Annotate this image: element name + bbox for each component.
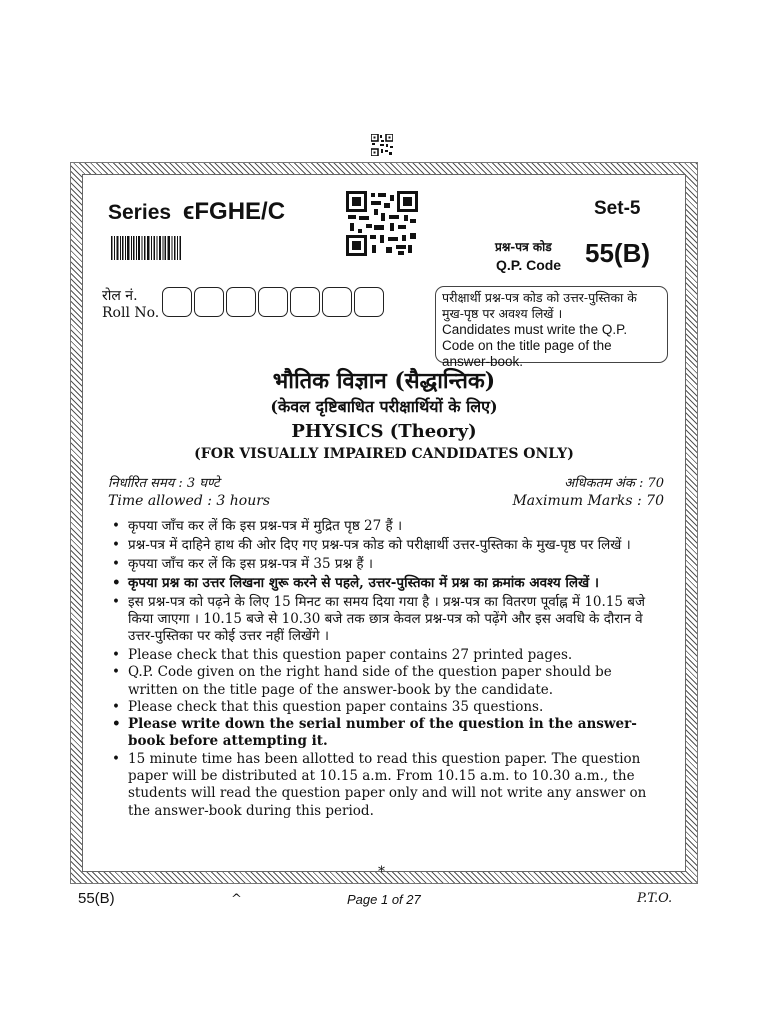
- time-allowed: Time allowed : 3 hours: [108, 493, 271, 509]
- subject-title-hindi: भौतिक विज्ञान (सैद्धान्तिक): [272, 368, 496, 394]
- instruction-item-hindi: • कृपया जाँच कर लें कि इस प्रश्न-पत्र में 35 प्रश्न हैं ।: [108, 556, 648, 573]
- roll-number-label-hindi: रोल नं.: [102, 288, 138, 304]
- roll-number-label: Roll No.: [102, 305, 160, 321]
- qp-code-label-hindi: प्रश्न-पत्र कोड: [495, 240, 552, 254]
- series-text: Series: [108, 201, 172, 224]
- roll-number-box[interactable]: [226, 287, 256, 317]
- star-mark: *: [378, 864, 385, 880]
- set-number: Set-5: [594, 198, 641, 219]
- roll-number-box[interactable]: [258, 287, 288, 317]
- qr-code: [346, 191, 418, 256]
- roll-number-box[interactable]: [290, 287, 320, 317]
- instruction-item: • Please check that this question paper contains 27 printed pages.: [108, 647, 648, 664]
- instructions-list: [108, 518, 648, 820]
- roll-number-box[interactable]: [162, 287, 192, 317]
- subject-title: PHYSICS (Theory): [291, 421, 477, 442]
- pto-label: P.T.O.: [637, 891, 673, 906]
- instruction-item-hindi: • कृपया प्रश्न का उत्तर लिखना शुरू करने से पहले, उत्तर-पुस्तिका में प्रश्न का क्रमांक अवश्य लिखें ।: [108, 575, 648, 592]
- subtitle: (FOR VISUALLY IMPAIRED CANDIDATES ONLY): [194, 446, 574, 462]
- series-code: ϵFGHE/C: [182, 198, 286, 225]
- note-english: Candidates must write the Q.P. Code on the title page of the answer-book.: [442, 322, 628, 369]
- footer-caret: ^: [231, 892, 242, 907]
- barcode: [111, 236, 181, 260]
- instruction-item-hindi: • कृपया जाँच कर लें कि इस प्रश्न-पत्र में मुद्रित पृष्ठ 27 हैं ।: [108, 518, 648, 535]
- qp-code-label: Q.P. Code: [496, 257, 562, 273]
- note-hindi: परीक्षार्थी प्रश्न-पत्र कोड को उत्तर-पुस्तिका के मुख-पृष्ठ पर अवश्य लिखें ।: [442, 290, 637, 321]
- series-label: [108, 198, 285, 226]
- instruction-item: • 15 minute time has been allotted to read this question paper. The question paper will be distributed at 10.15 a.m. From 10.15 a.m. to 10.30 a.m., the students will read the question paper only and will not write any answer on the answer-book during this period.: [108, 751, 648, 820]
- time-allowed-hindi: निर्धारित समय : 3 घण्टे: [108, 476, 220, 491]
- instruction-item: • Please check that this question paper contains 35 questions.: [108, 699, 648, 716]
- instruction-item-hindi: • प्रश्न-पत्र में दाहिने हाथ की ओर दिए गए प्रश्न-पत्र कोड को परीक्षार्थी उत्तर-पुस्तिका के मुख-पृष्ठ पर लिखें ।: [108, 537, 648, 554]
- roll-number-boxes[interactable]: [162, 287, 386, 317]
- instruction-item: • Q.P. Code given on the right hand side of the question paper should be written on the title page of the answer-book by the candidate.: [108, 664, 648, 699]
- maximum-marks-hindi: अधिकतम अंक : 70: [564, 476, 664, 491]
- roll-number-box[interactable]: [194, 287, 224, 317]
- subtitle-hindi: (केवल दृष्टिबाधित परीक्षार्थियों के लिए): [270, 397, 498, 416]
- small-qr-code: [371, 134, 393, 156]
- footer-qp-code: 55(B): [78, 890, 115, 907]
- roll-number-box[interactable]: [354, 287, 384, 317]
- page-number: Page 1 of 27: [347, 892, 421, 907]
- maximum-marks: Maximum Marks : 70: [512, 493, 664, 509]
- candidate-note-box: [435, 286, 668, 369]
- instruction-item: • Please write down the serial number of the question in the answer-book before attempting it.: [108, 716, 648, 751]
- qp-code-value: 55(B): [585, 238, 651, 268]
- roll-number-box[interactable]: [322, 287, 352, 317]
- instruction-item-hindi: • इस प्रश्न-पत्र को पढ़ने के लिए 15 मिनट का समय दिया गया है । प्रश्न-पत्र का वितरण पूर्वाह्न में 10.15 बजे किया जाएगा । 10.15 बजे से 10.30 बजे तक छात्र केवल प्रश्न-पत्र को पढ़ेंगे और इस अवधि के दौरान वे उत्तर-पुस्तिका पर कोई उत्तर नहीं लिखेंगे ।: [108, 594, 648, 645]
